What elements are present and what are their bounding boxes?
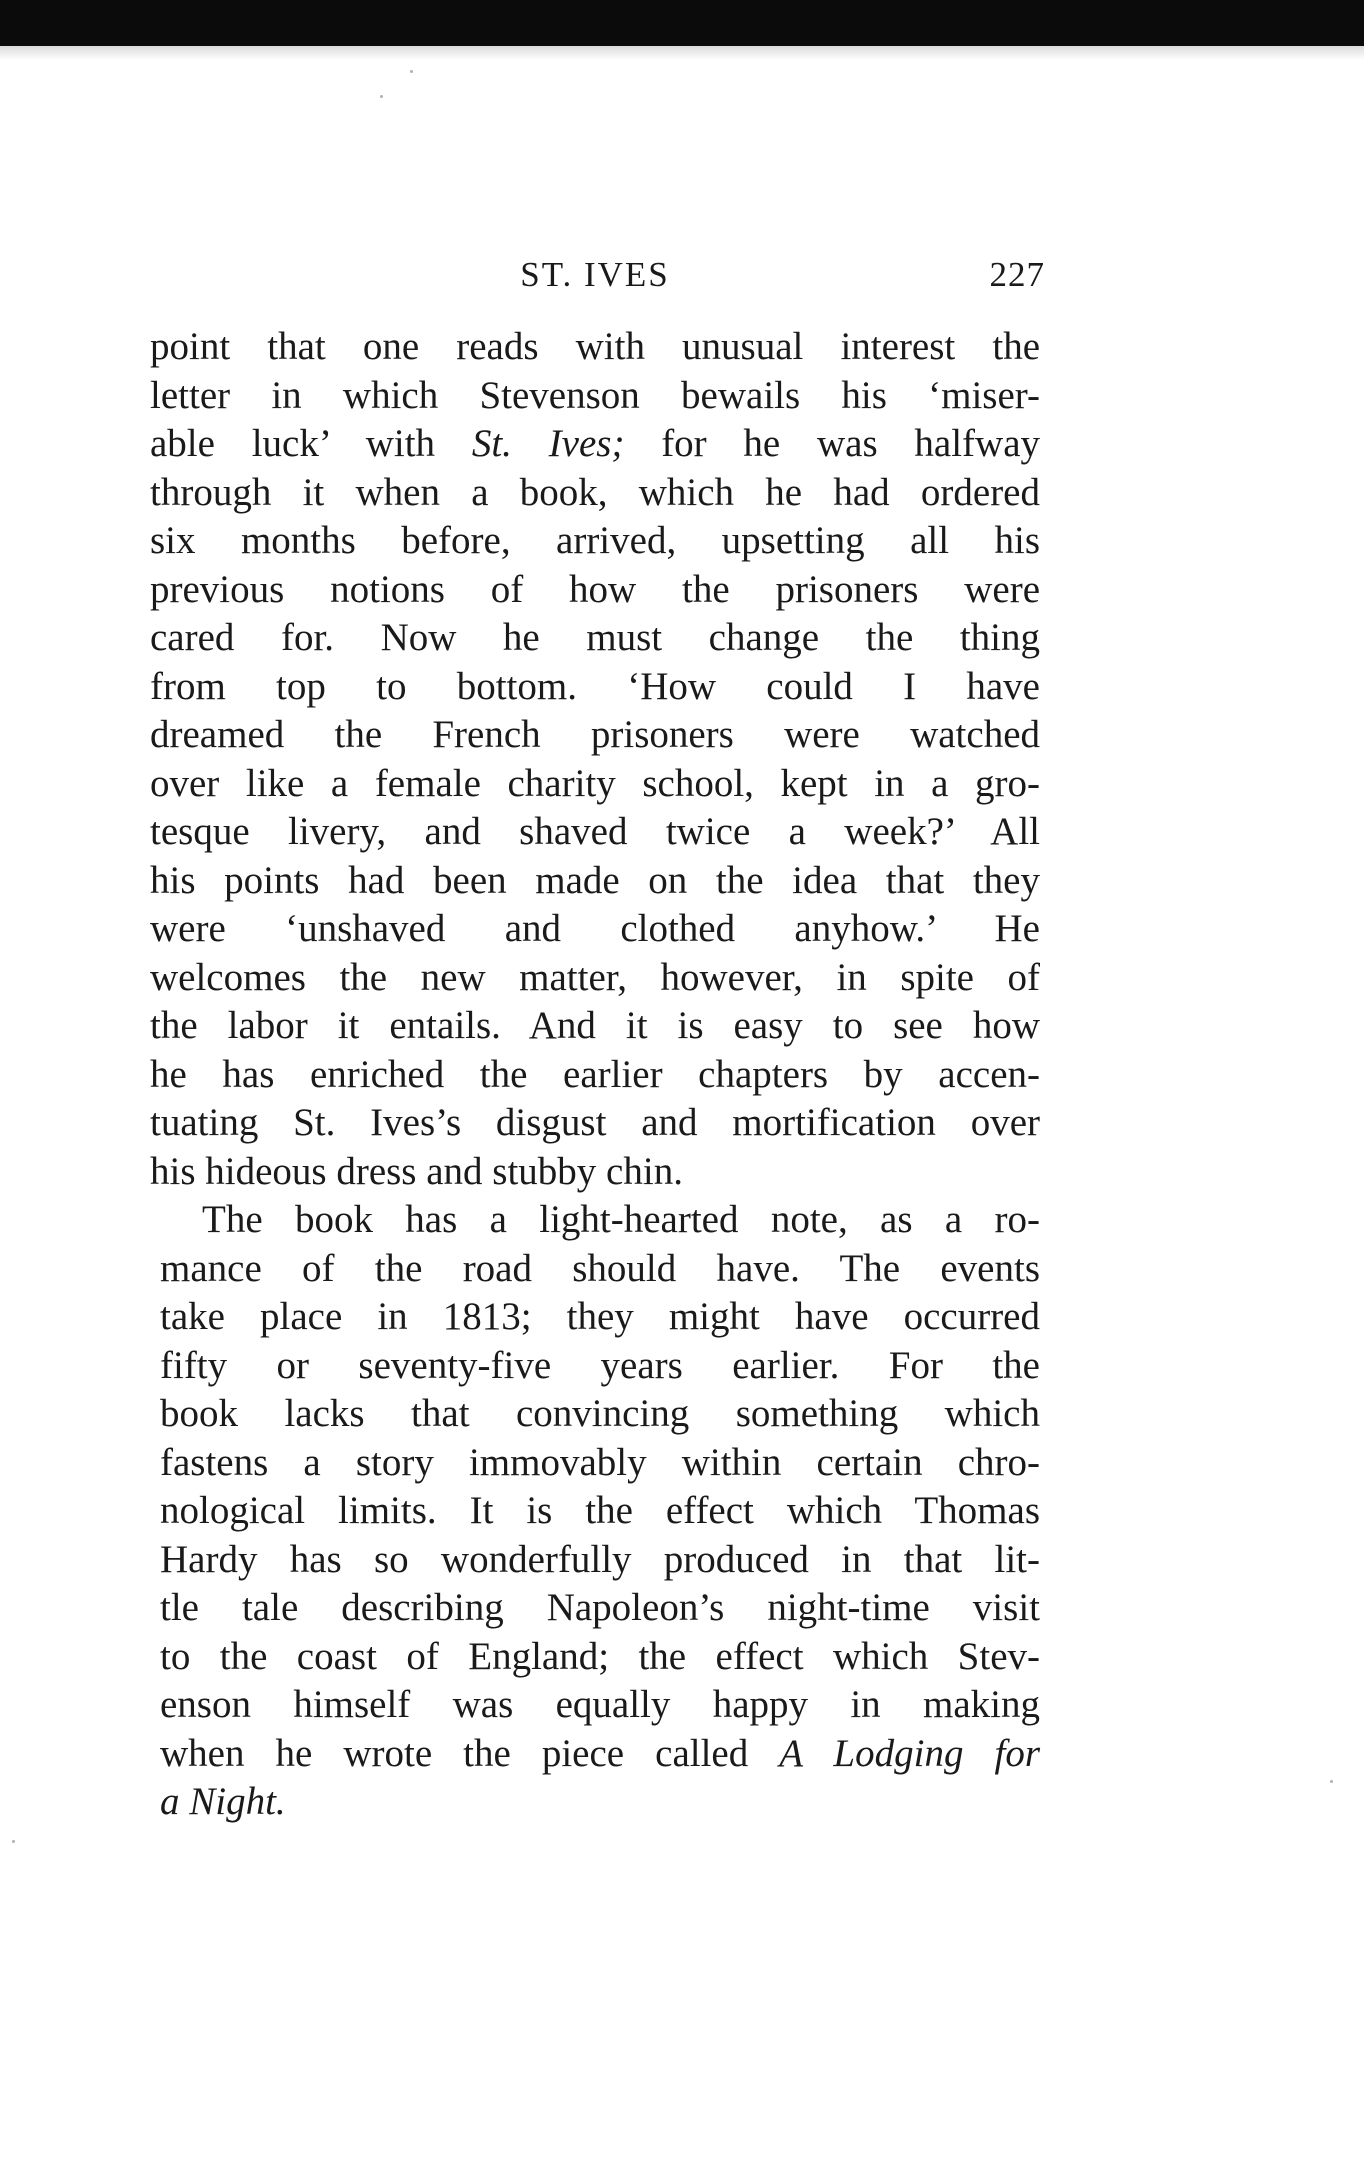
book-page xyxy=(150,255,1045,1827)
running-head xyxy=(150,255,1045,305)
italic-title: A Lodging for xyxy=(779,1731,1040,1775)
text-line: Hardy has so wonderfully produced in that lit- xyxy=(160,1537,1040,1581)
scan-shadow xyxy=(0,46,1364,60)
scan-speck xyxy=(12,1840,15,1843)
text-line: to the coast of England; the effect which Stev- xyxy=(160,1634,1040,1678)
text-line: his points had been made on the idea that they xyxy=(150,858,1040,902)
running-title: ST. IVES xyxy=(520,255,670,294)
text-line: letter in which Stevenson bewails his ‘miser- xyxy=(150,373,1040,417)
text-line: fastens a story immovably within certain chro- xyxy=(160,1440,1040,1484)
text-line: the labor it entails. And it is easy to see how xyxy=(150,1004,1040,1047)
text-line: cared for. Now he must change the thing xyxy=(150,616,1040,659)
text-line: previous notions of how the prisoners were xyxy=(150,567,1040,611)
text-line: were ‘unshaved and clothed anyhow.’ He xyxy=(150,907,1040,950)
text-line: he has enriched the earlier chapters by accen- xyxy=(150,1052,1040,1096)
page-number: 227 xyxy=(989,255,1045,294)
text-line xyxy=(150,1778,1040,1827)
text-line xyxy=(150,1730,1040,1779)
text-line: tesque livery, and shaved twice a week?’ All xyxy=(150,810,1040,853)
scan-speck xyxy=(410,70,413,73)
text-line: mance of the road should have. The events xyxy=(160,1246,1040,1290)
text-line: tuating St. Ives’s disgust and mortification over xyxy=(150,1101,1040,1144)
text-line: six months before, arrived, upsetting all his xyxy=(150,519,1040,562)
text-line: welcomes the new matter, however, in spite of xyxy=(150,955,1040,999)
text-line: take place in 1813; they might have occurred xyxy=(160,1295,1040,1338)
text-line: through it when a book, which he had ordered xyxy=(150,470,1040,514)
scan-top-border xyxy=(0,0,1364,46)
text-line: The book has a light-hearted note, as a ro- xyxy=(202,1198,1040,1241)
paragraph-1 xyxy=(150,323,1040,1196)
text-line xyxy=(150,420,1040,469)
italic-title: St. Ives; xyxy=(471,422,625,465)
text-line: point that one reads with unusual interest the xyxy=(150,325,1040,368)
text-line: his hideous dress and stubby chin. xyxy=(150,1149,683,1193)
text-run: able luck’ with xyxy=(150,422,472,465)
text-run: for he was halfway xyxy=(624,422,1041,465)
scan-speck xyxy=(380,95,383,98)
text-line: book lacks that convincing something which xyxy=(160,1392,1040,1435)
italic-title: a Night. xyxy=(160,1780,286,1823)
text-line: enson himself was equally happy in making xyxy=(160,1683,1040,1726)
text-line: over like a female charity school, kept in a gro- xyxy=(150,761,1040,805)
text-line: fifty or seventy-five years earlier. For the xyxy=(160,1343,1040,1387)
text-line: nological limits. It is the effect which Thomas xyxy=(160,1489,1040,1532)
scan-speck xyxy=(1330,1780,1333,1783)
text-run: when he wrote the piece called xyxy=(160,1731,780,1775)
text-line: dreamed the French prisoners were watched xyxy=(150,713,1040,756)
text-line: tle tale describing Napoleon’s night-time visit xyxy=(160,1586,1040,1629)
text-line: from top to bottom. ‘How could I have xyxy=(150,664,1040,708)
paragraph-2 xyxy=(150,1196,1040,1827)
